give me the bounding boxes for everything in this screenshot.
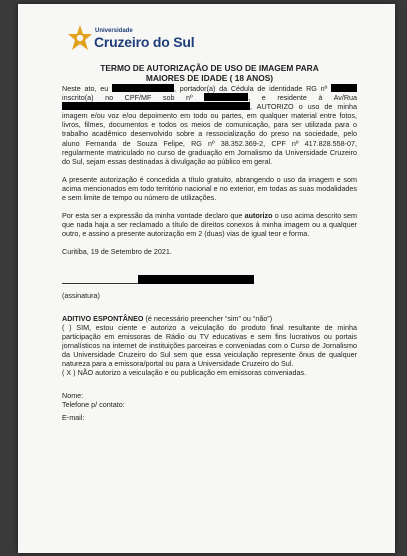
- p1-a: Neste ato, eu: [62, 84, 109, 93]
- redacted-name: [112, 84, 174, 92]
- redacted-rg: [331, 84, 357, 92]
- redacted-address: [62, 102, 250, 110]
- paragraph-scope: A presente autorização é concedida a título gratuito, abrangendo o uso da imagem e som acima mencionados em todo território nacional e no exterior, em todas as suas modalidades e sem limite de tempo ou número de utilizações.: [62, 174, 357, 203]
- paragraph-identification: [62, 84, 357, 166]
- option-no-checkbox: ( X ) NÃO autorizo a veiculação e ou publicação em emissoras conveniadas.: [62, 368, 307, 378]
- aditivo-title: ADITIVO ESPONTÂNEO: [62, 313, 144, 323]
- title-line-1: TERMO DE AUTORIZAÇÃO DE USO DE IMAGEM PARA: [100, 63, 319, 73]
- field-telefone: Telefone p/ contato:: [62, 400, 125, 410]
- p1-c: inscrito(a) no CPF/MF sob nº: [62, 93, 193, 103]
- p3-authorize: autorizo: [244, 211, 273, 221]
- signature-label: (assinatura): [62, 290, 100, 300]
- document-page: [18, 4, 395, 553]
- logo-mark-icon: [67, 24, 93, 52]
- logo-name-text: Cruzeiro do Sul: [94, 34, 195, 50]
- redacted-cpf: [204, 93, 248, 101]
- p1-e: , AUTORIZO o uso de minha imagem e/ou voz e/ou depoimento em todo ou partes, em qualquer material entre fotos, livros, filmes, documentos e todos os meios de comunicação, para ser utilizada para o trabalho acadêmico desenvolvido sobre a ressocialização do preso na sociedade, pelo aluno Fernanda de Souza Felipe, RG nº 38.352.369-2, CPF nº 417.828.558-07, regularmente matriculado no curso de graduação em Jornalismo da Universidade Cruzeiro do Sul, sejam essas destinadas à divulgação ao público em geral.: [62, 102, 357, 166]
- p3-a: Por esta ser a expressão da minha vontade declaro que: [62, 211, 243, 221]
- aditivo-note: (é necessário preencher “sim” ou “não”): [145, 313, 273, 323]
- paragraph-consent: [62, 211, 357, 238]
- p3-c: o uso acima descrito sem que nada haja a ser reclamado a título de direitos conexos à minha imagem ou a qualquer outro, e assino a presente autorização em 2 (duas) vias de igual teor e forma.: [62, 211, 358, 239]
- aditivo-heading: [62, 314, 357, 323]
- document-body: [62, 63, 357, 423]
- logo-small-text: Universidade: [95, 28, 133, 34]
- document-title: [62, 63, 357, 83]
- p1-b: , portador(a) da Cédula de identidade RG nº: [174, 84, 328, 93]
- redacted-signature: [138, 275, 254, 284]
- field-nome: Nome:: [62, 391, 84, 401]
- field-email: E-mail:: [62, 413, 85, 423]
- option-yes-checkbox: ( ) SIM, estou ciente e autorizo a veiculação do produto final resultante de minha participação em emissoras de Rádio ou TV educativas e sem fins lucrativos ou portais jornalísticos na internet de instituições parceiras e conveniadas com o Curso de Jornalismo da Universidade Cruzeiro do Sul sem que essa veiculação represente ônus de qualquer natureza para a emissora/portal ou para a Universidade Cruzeiro do Sul.: [62, 322, 357, 369]
- title-line-2: MAIORES DE IDADE ( 18 ANOS): [145, 73, 274, 83]
- signature-area: [62, 265, 357, 291]
- university-logo: [67, 24, 195, 56]
- p1-d: , e residente à Av/Rua: [248, 93, 358, 103]
- document-date: Curitiba, 19 de Setembro de 2021.: [62, 247, 172, 257]
